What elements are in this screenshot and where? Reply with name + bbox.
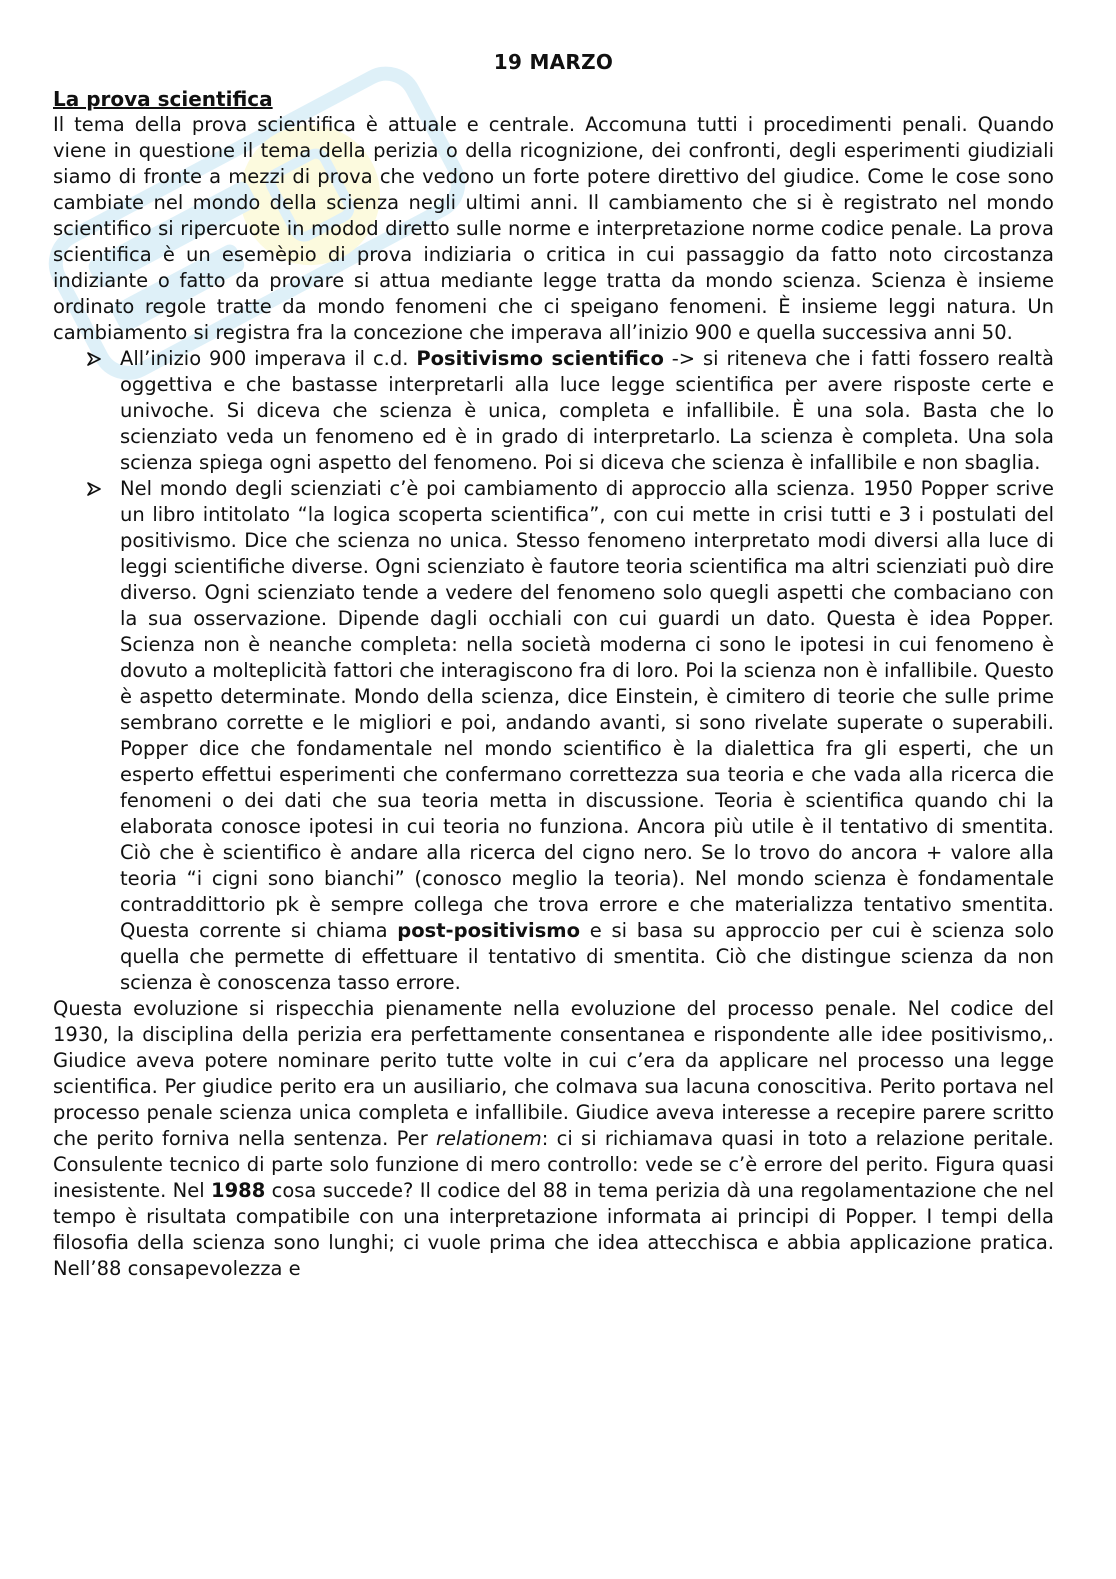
arrowhead-bullet-icon	[86, 476, 104, 502]
closing-paragraph	[53, 996, 1054, 1282]
bullet-2-text-before: Nel mondo degli scienziati c’è poi cambiamento di approccio alla scienza. 1950 Popper scrive un libro intitolato “la logica scoperta scientifica”, con cui mette in crisi tutti e 3 i postulati del positivismo. Dice che scienza no unica. Stesso fenomeno interpretato modi diversi alla luce di leggi scientifiche diverse. Ogni scienziato è fautore teoria scientifica ma altri scienziati può dire diverso. Ogni scienziato tende a vedere del fenomeno solo quegli aspetti che combaciano con la sua osservazione. Dipende dagli occhiali con cui guardi un dato. Questa è idea Popper. Scienza non è neanche completa: nella società moderna ci sono le ipotesi in cui fenomeno è dovuto a molteplicità fattori che interagiscono fra di loro. Poi la scienza non è infallibile. Questo è aspetto determinate. Mondo della scienza, dice Einstein, è cimitero di teorie che sulle prime sembrano corrette e le migliori e poi, andando avanti, si sono rivelate superate o superabili. Popper dice che fondamentale nel mondo scientifico è la dialettica fra gli esperti, che un esperto effettui esperimenti che confermano correttezza sua teoria e che vada alla ricerca die fenomeni o dei dati che sua teoria metta in discussione. Teoria è scientifica quando chi la elaborata conosce ipotesi in cui teoria no funziona. Ancora più utile è il tentativo di smentita. Ciò che è scientifico è andare alla ricerca del cigno nero. Se lo trovo do ancora + valore alla teoria “i cigni sono bianchi” (conosco meglio la teoria). Nel mondo scienza è fondamentale contraddittorio pk è sempre collega che trova errore e che materializza tentativo smentita. Questa corrente si chiama	[120, 477, 1054, 942]
closing-part-1: Questa evoluzione si rispecchia pienamente nella evoluzione del processo penale. Nel codice del 1930, la disciplina della perizia era perfettamente consentanea e rispondente alle idee positivismo,. Giudice aveva potere nominare perito tutte volte in cui c’era da applicare nel processo una legge scientifica. Per giudice perito era un ausiliario, che colmava sua lacuna conoscitiva. Perito portava nel processo penale scienza unica completa e infallibile. Giudice aveva interesse a recepire parere scritto che perito forniva nella sentenza. Per	[53, 997, 1054, 1150]
arrowhead-bullet-icon	[86, 346, 104, 372]
list-item	[120, 476, 1054, 996]
bullet-list	[53, 346, 1054, 996]
list-item	[120, 346, 1054, 476]
intro-paragraph: Il tema della prova scientifica è attuale e centrale. Accomuna tutti i procedimenti penali. Quando viene in questione il tema della perizia o della ricognizione, dei confronti, degli esperimenti giudiziali siamo di fronte a mezzi di prova che vedono un forte potere direttivo del giudice. Come le cose sono cambiate nel mondo della scienza negli ultimi anni. Il cambiamento che si è registrato nel mondo scientifico si ripercuote in modod diretto sulle norme e interpretazione norme codice penale. La prova scientifica è un esemèpio di prova indiziaria o critica in cui passaggio da fatto noto circostanza indiziante o fatto da provare si attua mediante legge tratta da mondo scienza. Scienza è insieme ordinato regole tratte da mondo fenomeni che ci speigano fenomeni. È insieme leggi natura. Un cambiamento si registra fra la concezione che imperava all’inizio 900 e quella successiva anni 50.	[53, 113, 1054, 344]
bullet-1-text-before: All’inizio 900 imperava il c.d.	[120, 347, 417, 370]
bullet-2-text-after: e si basa su approccio per cui è scienza solo quella che permette di effettuare il tentativo di smentita. Ciò che distingue scienza da non scienza è conoscenza tasso errore.	[120, 919, 1054, 994]
closing-part-2: : ci si richiamava quasi in toto a relazione peritale. Consulente tecnico di parte solo funzione di mero controllo: vede se c’è errore del perito. Figura quasi inesistente. Nel	[53, 1127, 1054, 1202]
date-title: 19 MARZO	[493, 50, 614, 74]
closing-part-3: cosa succede? Il codice del 88 in tema perizia dà una regolamentazione che nel tempo è risultata compatibile con una interpretazione informata ai principi di Popper. I tempi della filosofia della scienza sono lunghi; ci vuole prima che idea attecchisca e abbia applicazione pratica. Nell’88 consapevolezza e	[53, 1179, 1054, 1280]
bullet-1-bold-term: Positivismo scientifico	[416, 347, 664, 370]
bullet-1-text-after: -> si riteneva che i fatti fossero realtà oggettiva e che bastasse interpretarli alla luce legge scientifica per avere risposte certe e univoche. Si diceva che scienza è unica, completa e infallibile. È una sola. Basta che lo scienziato veda un fenomeno ed è in grado di interpretarlo. La scienza è completa. Una sola scienza spiega ogni aspetto del fenomeno. Poi si diceva che scienza è infallibile e non sbaglia.	[120, 347, 1054, 474]
section-heading: La prova scientifica	[53, 87, 273, 111]
bullet-2-bold-term: post-positivismo	[397, 919, 581, 942]
document-page	[53, 50, 1054, 1282]
closing-italic-term: relationem	[436, 1127, 542, 1150]
closing-bold-year: 1988	[211, 1179, 266, 1202]
